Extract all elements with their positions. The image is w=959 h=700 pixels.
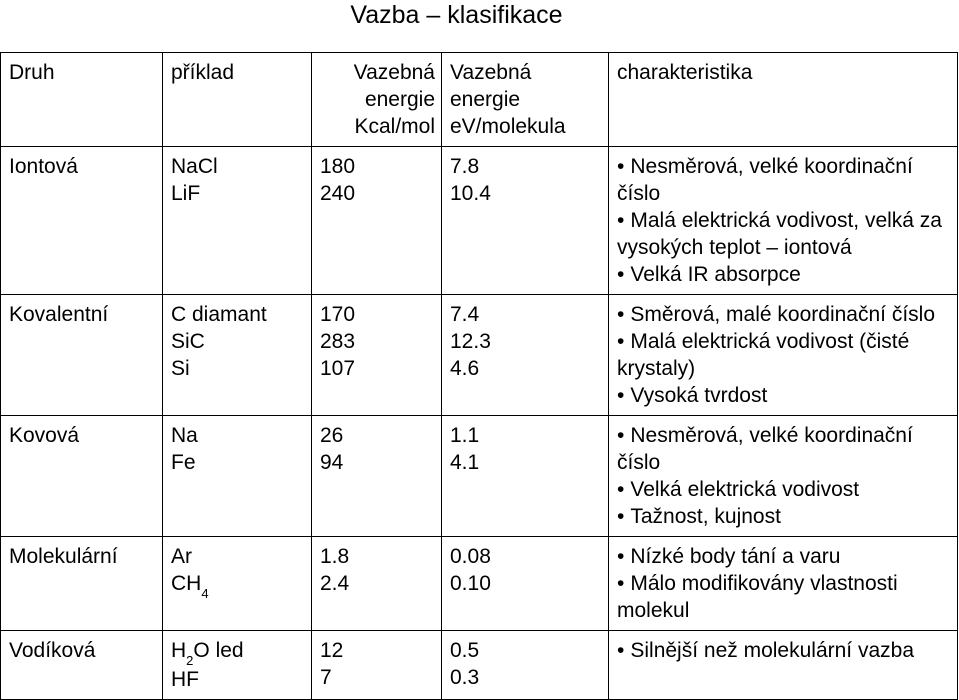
formula-main: CH — [171, 572, 202, 595]
cell-kcal — [312, 416, 442, 537]
kcal-value: 12 — [320, 639, 344, 662]
trait-text: Málo modifikovány vlastnosti molekul — [617, 572, 898, 622]
kcal-value: 180 — [320, 155, 356, 178]
trait-item — [617, 543, 951, 570]
trait-item — [617, 207, 951, 261]
example-h2o — [171, 637, 305, 666]
formula-rest: O led — [193, 639, 244, 662]
bullet-icon: • — [617, 263, 625, 286]
ev-value: 7.4 — [450, 303, 480, 326]
example: Fe — [171, 451, 196, 474]
page-title: Vazba – klasifikace — [350, 1, 563, 29]
ev-value: 12.3 — [450, 330, 491, 353]
bullet-icon: • — [617, 303, 625, 326]
table-row — [1, 631, 958, 700]
trait-item — [617, 503, 951, 530]
cell-ev — [442, 631, 609, 700]
trait-item — [617, 261, 951, 288]
kcal-value: 94 — [320, 451, 344, 474]
kcal-value: 283 — [320, 330, 356, 353]
trait-item — [617, 637, 951, 664]
kcal-value: 240 — [320, 182, 356, 205]
header-text: energie — [364, 88, 435, 111]
cell-traits — [609, 147, 958, 295]
trait-text: Směrová, malé koordinační číslo — [630, 303, 935, 326]
cell-druh: Iontová — [1, 147, 163, 295]
example: HF — [171, 668, 199, 691]
ev-value: 0.3 — [450, 666, 480, 689]
example: SiC — [171, 330, 205, 353]
header-text: Kcal/mol — [354, 115, 435, 138]
kcal-value: 7 — [320, 666, 332, 689]
kcal-value: 1.8 — [320, 545, 350, 568]
kcal-value: 26 — [320, 424, 344, 447]
cell-druh: Kovalentní — [1, 295, 163, 416]
example: LiF — [171, 182, 201, 205]
cell-kcal — [312, 147, 442, 295]
trait-item — [617, 382, 951, 409]
trait-text: Malá elektrická vodivost (čisté krystaly) — [617, 330, 910, 380]
kcal-value: 170 — [320, 303, 356, 326]
table-row — [1, 537, 958, 631]
cell-druh: Vodíková — [1, 631, 163, 700]
bullet-icon: • — [617, 639, 625, 662]
bullet-icon: • — [617, 155, 625, 178]
trait-text: Nízké body tání a varu — [630, 545, 841, 568]
trait-text: Velká elektrická vodivost — [630, 478, 860, 501]
trait-item — [617, 476, 951, 503]
ev-value: 0.10 — [450, 572, 491, 595]
cell-traits — [609, 295, 958, 416]
cell-traits — [609, 631, 958, 700]
ev-value: 4.6 — [450, 357, 480, 380]
cell-traits — [609, 416, 958, 537]
trait-text: Tažnost, kujnost — [630, 505, 781, 528]
bullet-icon: • — [617, 424, 625, 447]
table-row — [1, 147, 958, 295]
kcal-value: 107 — [320, 357, 356, 380]
trait-item — [617, 570, 951, 624]
ev-value: 4.1 — [450, 451, 480, 474]
header-charakteristika: charakteristika — [609, 53, 958, 147]
cell-examples — [163, 295, 312, 416]
cell-kcal — [312, 295, 442, 416]
bullet-icon: • — [617, 505, 625, 528]
table-row — [1, 295, 958, 416]
cell-examples — [163, 147, 312, 295]
trait-text: Silnější než molekulární vazba — [630, 639, 915, 662]
trait-item — [617, 153, 951, 207]
header-text: energie — [450, 88, 521, 111]
trait-text: Velká IR absorpce — [630, 263, 801, 286]
example: Si — [171, 357, 190, 380]
bullet-icon: • — [617, 572, 625, 595]
header-druh: Druh — [1, 53, 163, 147]
trait-text: Nesměrová, velké koordinační číslo — [617, 424, 913, 474]
bullet-icon: • — [617, 209, 625, 232]
bullet-icon: • — [617, 478, 625, 501]
bond-classification-table — [0, 52, 958, 700]
ev-value: 0.08 — [450, 545, 491, 568]
header-text: eV/molekula — [450, 115, 566, 138]
formula-main: H — [171, 639, 187, 662]
cell-traits — [609, 537, 958, 631]
table-row — [1, 416, 958, 537]
cell-examples — [163, 416, 312, 537]
cell-ev — [442, 416, 609, 537]
trait-item — [617, 422, 951, 476]
cell-ev — [442, 295, 609, 416]
ev-value: 0.5 — [450, 639, 480, 662]
header-priklad: příklad — [163, 53, 312, 147]
kcal-value: 2.4 — [320, 572, 350, 595]
cell-druh: Molekulární — [1, 537, 163, 631]
cell-kcal — [312, 537, 442, 631]
header-text: Vazebná — [450, 61, 532, 84]
formula-subscript: 2 — [186, 653, 194, 668]
example-ch4 — [171, 570, 305, 599]
trait-item — [617, 328, 951, 382]
trait-text: Vysoká tvrdost — [630, 384, 768, 407]
cell-ev — [442, 537, 609, 631]
example: Na — [171, 424, 198, 447]
example: NaCl — [171, 155, 218, 178]
header-text: Vazebná — [353, 61, 435, 84]
trait-text: Malá elektrická vodivost, velká za vysokých teplot – iontová — [617, 209, 942, 259]
ev-value: 10.4 — [450, 182, 491, 205]
bullet-icon: • — [617, 384, 625, 407]
example: C diamant — [171, 303, 267, 326]
cell-ev — [442, 147, 609, 295]
ev-value: 7.8 — [450, 155, 480, 178]
cell-kcal — [312, 631, 442, 700]
bullet-icon: • — [617, 330, 625, 353]
trait-item — [617, 301, 951, 328]
example: Ar — [171, 545, 192, 568]
header-energy-ev — [442, 53, 609, 147]
ev-value: 1.1 — [450, 424, 480, 447]
header-energy-kcal — [312, 53, 442, 147]
cell-examples — [163, 631, 312, 700]
table-header-row — [1, 53, 958, 147]
trait-text: Nesměrová, velké koordinační číslo — [617, 155, 913, 205]
bullet-icon: • — [617, 545, 625, 568]
cell-druh: Kovová — [1, 416, 163, 537]
formula-subscript: 4 — [201, 586, 209, 601]
cell-examples — [163, 537, 312, 631]
